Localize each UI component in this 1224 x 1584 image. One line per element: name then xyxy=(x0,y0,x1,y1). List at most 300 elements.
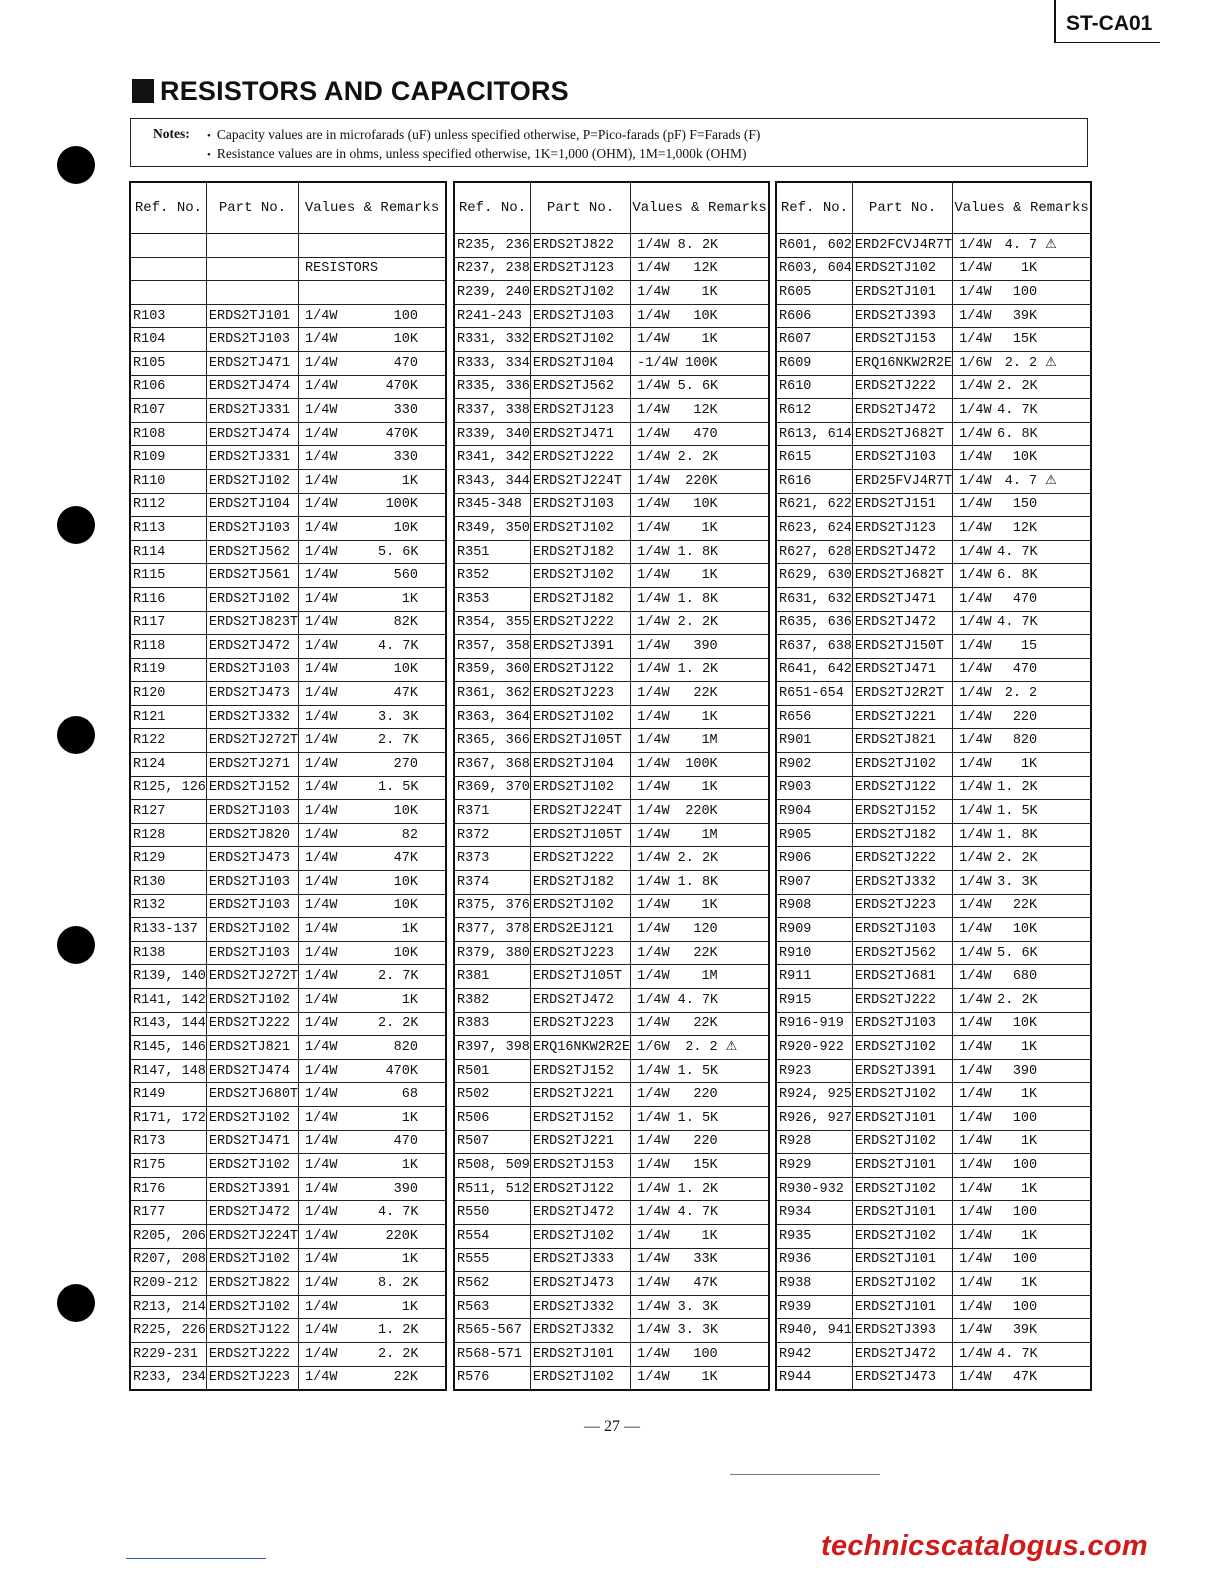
table-row xyxy=(130,918,446,942)
table-row xyxy=(130,540,446,564)
value-cell xyxy=(997,1295,1091,1319)
wattage-cell: 1/4W xyxy=(299,1366,378,1390)
ref-no-cell: R124 xyxy=(130,753,206,777)
value-cell xyxy=(678,871,769,895)
value-cell xyxy=(678,1083,769,1107)
part-no-cell: ERDS2TJ103 xyxy=(206,800,298,824)
value-text: 1K xyxy=(1020,756,1038,772)
table-row xyxy=(454,1012,769,1036)
value-cell xyxy=(678,493,769,517)
wattage-cell: 1/4W xyxy=(631,304,678,328)
wattage-cell: 1/4W xyxy=(953,823,998,847)
wattage-cell: 1/4W xyxy=(631,1342,678,1366)
part-no-cell: ERDS2TJ101 xyxy=(852,1201,952,1225)
part-no-cell: ERDS2TJ123 xyxy=(530,399,630,423)
table-row xyxy=(454,1295,769,1319)
wattage-cell: 1/4W xyxy=(631,1272,678,1296)
ref-no-cell: R127 xyxy=(130,800,206,824)
ref-no-cell: R631, 632 xyxy=(776,587,852,611)
part-no-cell: ERDS2TJ682T xyxy=(852,564,952,588)
part-no-cell: ERDS2TJ102 xyxy=(852,1130,952,1154)
wattage-cell: 1/4W xyxy=(953,540,998,564)
ref-no-cell: R361, 362 xyxy=(454,682,530,706)
value-text: 1K xyxy=(401,1157,418,1173)
value-cell xyxy=(678,234,769,258)
value-cell xyxy=(378,328,446,352)
table-row xyxy=(130,328,446,352)
value-text: 100K xyxy=(685,756,718,772)
value-text: 5. 6K xyxy=(377,544,419,560)
value-cell xyxy=(997,871,1091,895)
value-cell xyxy=(378,517,446,541)
table-row xyxy=(776,965,1091,989)
wattage-cell: 1/4W xyxy=(953,1366,998,1390)
value-text: 1K xyxy=(401,591,418,607)
wattage-cell: 1/4W xyxy=(299,469,378,493)
value-cell xyxy=(378,1295,446,1319)
value-cell xyxy=(678,1059,769,1083)
table-row xyxy=(776,611,1091,635)
part-no-cell: ERDS2TJ332 xyxy=(530,1319,630,1343)
table-row xyxy=(130,1201,446,1225)
part-no-cell: ERDS2TJ103 xyxy=(852,1012,952,1036)
wattage-cell: 1/4W xyxy=(299,823,378,847)
notes-label: Notes: xyxy=(153,126,190,141)
value-text: 10K xyxy=(393,898,418,914)
ref-no-cell: R506 xyxy=(454,1106,530,1130)
part-no-cell: ERDS2TJ105T xyxy=(530,823,630,847)
ref-no-cell: R615 xyxy=(776,446,852,470)
table-row xyxy=(776,1366,1091,1390)
value-cell xyxy=(997,989,1091,1013)
value-cell xyxy=(997,399,1091,423)
ref-no-cell: R333, 334 xyxy=(454,351,530,375)
value-text: 2. 7K xyxy=(377,733,419,749)
ref-no-cell: R616 xyxy=(776,469,852,493)
value-cell xyxy=(678,1201,769,1225)
part-no-cell: ERDS2TJ562 xyxy=(206,540,298,564)
value-text: 1. 5K xyxy=(997,804,1038,820)
part-no-cell: ERDS2TJ101 xyxy=(852,281,952,305)
wattage-cell: 1/4W xyxy=(953,469,998,493)
ref-no-cell: R213, 214 xyxy=(130,1295,206,1319)
table-row xyxy=(776,894,1091,918)
value-cell xyxy=(378,1106,446,1130)
value-text: 6. 8K xyxy=(997,568,1038,584)
ref-no-cell: R209-212 xyxy=(130,1272,206,1296)
value-text: 1K xyxy=(701,780,718,796)
part-no-cell: ERDS2TJ224T xyxy=(530,469,630,493)
wattage-cell: 1/4W xyxy=(953,1177,998,1201)
value-cell xyxy=(678,257,769,281)
value-text: 1K xyxy=(701,709,718,725)
table-row xyxy=(454,1036,769,1060)
wattage-cell: 1/4W xyxy=(953,1012,998,1036)
value-text: 4. 7 xyxy=(1004,474,1038,490)
wattage-cell: 1/4W xyxy=(953,446,998,470)
value-text: 220 xyxy=(1012,709,1038,725)
part-no-cell: ERDS2TJ222 xyxy=(530,847,630,871)
table-row xyxy=(776,729,1091,753)
value-cell xyxy=(678,399,769,423)
table-row xyxy=(776,823,1091,847)
table-row xyxy=(776,1319,1091,1343)
wattage-cell: 1/4W xyxy=(631,635,678,659)
table-row xyxy=(454,1248,769,1272)
value-text: 1K xyxy=(701,520,718,536)
value-text: 100 xyxy=(1012,1110,1038,1126)
part-no-cell: ERDS2TJ182 xyxy=(852,823,952,847)
table-row xyxy=(130,635,446,659)
table-row xyxy=(776,446,1091,470)
wattage-cell: 1/4W xyxy=(299,1177,378,1201)
value-text: 4. 7K xyxy=(377,638,419,654)
value-text: 2. 2K xyxy=(377,1016,419,1032)
wattage-cell: 1/4W xyxy=(953,729,998,753)
part-no-cell: ERDS2TJ105T xyxy=(530,965,630,989)
ref-no-cell: R651-654 xyxy=(776,682,852,706)
wattage-cell: 1/4W xyxy=(631,658,678,682)
value-cell xyxy=(678,304,769,328)
ref-no-cell: R613, 614 xyxy=(776,422,852,446)
table-row xyxy=(776,871,1091,895)
value-text: 1K xyxy=(401,992,418,1008)
value-text: 1K xyxy=(701,332,718,348)
wattage-cell: 1/4W xyxy=(953,1319,998,1343)
part-no-cell: ERDS2TJ102 xyxy=(206,1248,298,1272)
wattage-cell: 1/4W xyxy=(631,422,678,446)
wattage-cell: 1/4W xyxy=(631,399,678,423)
safety-warning-icon: ⚠ xyxy=(1045,355,1057,371)
value-cell xyxy=(997,1201,1091,1225)
wattage-cell: 1/4W xyxy=(631,989,678,1013)
ref-no-cell: R225, 226 xyxy=(130,1319,206,1343)
part-no-cell: ERDS2TJ222 xyxy=(206,1012,298,1036)
value-text: 2. 2K xyxy=(997,851,1038,867)
wattage-cell: 1/4W xyxy=(631,1059,678,1083)
wattage-cell: 1/4W xyxy=(953,281,998,305)
value-text: 100K xyxy=(685,355,718,371)
value-cell xyxy=(678,1366,769,1390)
wattage-cell: 1/4W xyxy=(631,1154,678,1178)
part-no-cell: ERDS2TJ223 xyxy=(852,894,952,918)
ref-no-cell: R235, 236 xyxy=(454,234,530,258)
table-row xyxy=(130,1012,446,1036)
value-cell xyxy=(678,446,769,470)
value-cell xyxy=(997,281,1091,305)
wattage-cell: 1/4W xyxy=(631,1295,678,1319)
ref-no-cell: R374 xyxy=(454,871,530,895)
value-text: 470 xyxy=(393,355,418,371)
part-no-cell: ERDS2TJ104 xyxy=(206,493,298,517)
ref-no-cell: R930-932 xyxy=(776,1177,852,1201)
ref-no-cell: R565-567 xyxy=(454,1319,530,1343)
value-text: 1K xyxy=(1020,1275,1038,1291)
watermark: technicscatalogus.com xyxy=(820,1530,1148,1562)
value-cell xyxy=(997,1248,1091,1272)
value-cell xyxy=(678,1248,769,1272)
value-cell xyxy=(678,351,769,375)
part-no-cell: ERDS2EJ121 xyxy=(530,918,630,942)
table-row xyxy=(130,1366,446,1390)
part-no-cell: ERDS2TJ103 xyxy=(852,446,952,470)
value-text: 2. 2K xyxy=(677,450,719,466)
table-row xyxy=(454,1130,769,1154)
wattage-cell: 1/4W xyxy=(953,328,998,352)
part-no-cell: ERDS2TJ473 xyxy=(206,682,298,706)
value-cell xyxy=(997,234,1091,258)
value-text: 47K xyxy=(693,1275,718,1291)
table-row xyxy=(454,918,769,942)
value-cell xyxy=(678,705,769,729)
part-no-cell: ERDS2TJ391 xyxy=(530,635,630,659)
wattage-cell: 1/4W xyxy=(299,800,378,824)
ref-no-cell: R351 xyxy=(454,540,530,564)
value-text: 3. 3K xyxy=(997,874,1038,890)
wattage-cell: 1/4W xyxy=(299,776,378,800)
value-cell xyxy=(378,894,446,918)
part-no-cell: ERDS2TJ224T xyxy=(206,1224,298,1248)
wattage-cell: 1/4W xyxy=(953,753,998,777)
ref-no-cell: R382 xyxy=(454,989,530,1013)
part-no-cell: ERDS2TJ271 xyxy=(206,753,298,777)
part-no-cell: ERDS2TJ103 xyxy=(206,871,298,895)
table-row xyxy=(776,1201,1091,1225)
table-row xyxy=(454,399,769,423)
wattage-cell: 1/4W xyxy=(631,965,678,989)
table-row xyxy=(776,1012,1091,1036)
wattage-cell: 1/4W xyxy=(299,304,378,328)
table-row xyxy=(454,257,769,281)
part-no-cell: ERDS2TJ102 xyxy=(530,1366,630,1390)
part-no-cell: ERDS2TJ152 xyxy=(530,1059,630,1083)
divider xyxy=(730,1474,880,1475)
table-row xyxy=(130,611,446,635)
part-no-cell: ERDS2TJ472 xyxy=(206,635,298,659)
value-cell xyxy=(678,281,769,305)
value-text: 1K xyxy=(1020,1087,1038,1103)
binder-hole-icon xyxy=(57,716,95,754)
table-row xyxy=(130,682,446,706)
value-text: 22K xyxy=(693,945,718,961)
wattage-cell: 1/4W xyxy=(299,1319,378,1343)
part-no-cell: ERDS2TJ472 xyxy=(852,540,952,564)
value-text: 330 xyxy=(393,402,418,418)
value-text: 220K xyxy=(685,473,718,489)
wattage-cell: 1/4W xyxy=(953,1036,998,1060)
wattage-cell: 1/4W xyxy=(631,1106,678,1130)
value-cell xyxy=(997,1366,1091,1390)
part-no-cell: ERDS2TJ223 xyxy=(206,1366,298,1390)
wattage-cell: 1/4W xyxy=(631,234,678,258)
model-label: ST-CA01 xyxy=(1066,12,1153,35)
table-row xyxy=(130,894,446,918)
part-no-cell: ERDS2TJ821 xyxy=(852,729,952,753)
ref-no-cell: R133-137 xyxy=(130,918,206,942)
value-text: 10K xyxy=(1012,1016,1038,1032)
table-row xyxy=(130,871,446,895)
value-text: 10K xyxy=(393,332,418,348)
value-cell xyxy=(678,729,769,753)
ref-no-cell: R371 xyxy=(454,800,530,824)
table-row xyxy=(776,328,1091,352)
table-row xyxy=(776,705,1091,729)
ref-no-cell: R902 xyxy=(776,753,852,777)
table-row xyxy=(776,1224,1091,1248)
value-cell xyxy=(378,1342,446,1366)
value-text: 270 xyxy=(393,756,418,772)
wattage-cell: 1/4W xyxy=(299,1059,378,1083)
value-text: 470K xyxy=(385,426,418,442)
table-row xyxy=(454,375,769,399)
wattage-cell: 1/4W xyxy=(953,989,998,1013)
ref-no-cell: R936 xyxy=(776,1248,852,1272)
value-text: 1M xyxy=(701,733,718,749)
ref-no-cell: R129 xyxy=(130,847,206,871)
value-text: 2. 2 xyxy=(1004,686,1038,702)
ref-no-cell: R122 xyxy=(130,729,206,753)
part-no-cell: ERD2FCVJ4R7T xyxy=(852,234,952,258)
ref-no-cell: R343, 344 xyxy=(454,469,530,493)
ref-no-cell: R171, 172 xyxy=(130,1106,206,1130)
wattage-cell: 1/4W xyxy=(299,540,378,564)
table-row xyxy=(454,989,769,1013)
wattage-cell: 1/4W xyxy=(299,705,378,729)
part-no-cell: ERDS2TJ222 xyxy=(852,375,952,399)
wattage-cell: 1/4W xyxy=(953,1201,998,1225)
value-cell xyxy=(678,658,769,682)
ref-no-cell: R908 xyxy=(776,894,852,918)
table-row xyxy=(776,1272,1091,1296)
ref-no-cell: R397, 398 xyxy=(454,1036,530,1060)
table-row xyxy=(776,351,1091,375)
ref-no-cell: R119 xyxy=(130,658,206,682)
value-text: 390 xyxy=(393,1181,418,1197)
table-row xyxy=(130,1342,446,1366)
wattage-cell: RESISTORS xyxy=(299,257,378,281)
ref-no-cell: R112 xyxy=(130,493,206,517)
value-cell xyxy=(678,422,769,446)
part-no-cell: ERDS2TJ102 xyxy=(206,1154,298,1178)
table-row xyxy=(130,965,446,989)
part-no-cell: ERDS2TJ272T xyxy=(206,729,298,753)
value-text: 1K xyxy=(1020,1039,1038,1055)
part-no-cell: ERDS2TJ474 xyxy=(206,375,298,399)
value-text: 15 xyxy=(1020,638,1038,654)
part-no-cell: ERDS2TJ102 xyxy=(206,469,298,493)
wattage-cell: 1/4W xyxy=(953,847,998,871)
value-cell xyxy=(997,894,1091,918)
ref-no-cell: R379, 380 xyxy=(454,941,530,965)
value-cell xyxy=(997,1319,1091,1343)
value-text: 47K xyxy=(393,686,418,702)
value-text: 330 xyxy=(393,450,418,466)
value-text: 1K xyxy=(701,898,718,914)
value-text: 1. 8K xyxy=(677,544,719,560)
wattage-cell: 1/4W xyxy=(631,705,678,729)
wattage-cell: 1/4W xyxy=(953,375,998,399)
value-cell xyxy=(997,1106,1091,1130)
value-cell xyxy=(378,540,446,564)
value-cell xyxy=(378,1366,446,1390)
value-cell xyxy=(678,1224,769,1248)
ref-no-cell: R502 xyxy=(454,1083,530,1107)
value-text: 4. 7K xyxy=(997,402,1038,418)
table-row xyxy=(130,1059,446,1083)
value-text: 4. 7K xyxy=(997,1346,1038,1362)
value-text: 1. 8K xyxy=(677,591,719,607)
part-no-cell: ERDS2TJ472 xyxy=(530,989,630,1013)
header-values-remarks: Values & Remarks xyxy=(953,182,1091,234)
wattage-cell: 1/4W xyxy=(299,375,378,399)
ref-no-cell: R606 xyxy=(776,304,852,328)
part-no-cell: ERDS2TJ101 xyxy=(206,304,298,328)
ref-no-cell: R331, 332 xyxy=(454,328,530,352)
value-cell xyxy=(678,1106,769,1130)
part-no-cell: ERDS2TJ820 xyxy=(206,823,298,847)
value-cell xyxy=(378,823,446,847)
value-cell xyxy=(997,635,1091,659)
table-row xyxy=(454,564,769,588)
part-no-cell: ERDS2TJ102 xyxy=(206,587,298,611)
value-cell xyxy=(678,1154,769,1178)
value-cell xyxy=(678,540,769,564)
ref-no-cell: R173 xyxy=(130,1130,206,1154)
table-row xyxy=(454,1201,769,1225)
wattage-cell: 1/4W xyxy=(299,587,378,611)
value-cell xyxy=(678,918,769,942)
ref-no-cell: R233, 234 xyxy=(130,1366,206,1390)
wattage-cell: 1/4W xyxy=(299,1106,378,1130)
part-no-cell: ERDS2TJ101 xyxy=(852,1248,952,1272)
table-row xyxy=(454,304,769,328)
value-cell xyxy=(378,1224,446,1248)
ref-no-cell: R205, 206 xyxy=(130,1224,206,1248)
table-row xyxy=(454,1106,769,1130)
ref-no-cell: R365, 366 xyxy=(454,729,530,753)
header-ref-no: Ref. No. xyxy=(776,182,852,234)
value-cell xyxy=(378,422,446,446)
ref-no-cell: R944 xyxy=(776,1366,852,1390)
value-text: 15K xyxy=(693,1157,718,1173)
table-row xyxy=(130,658,446,682)
part-no-cell: ERDS2TJ102 xyxy=(530,705,630,729)
value-cell xyxy=(378,351,446,375)
part-no-cell: ERDS2TJ101 xyxy=(852,1295,952,1319)
value-cell xyxy=(997,375,1091,399)
value-cell xyxy=(378,918,446,942)
value-text: 47K xyxy=(393,851,418,867)
ref-no-cell: R508, 509 xyxy=(454,1154,530,1178)
notes-box xyxy=(130,118,1088,167)
note-item: • Capacity values are in microfarads (uF) unless specified otherwise, P=Pico-farads (pF) F=Farads (F) xyxy=(207,126,760,145)
part-no-cell: ERDS2TJ473 xyxy=(530,1272,630,1296)
value-text: 100 xyxy=(1012,1299,1038,1315)
value-text: 22K xyxy=(393,1370,418,1386)
table-row xyxy=(454,1272,769,1296)
value-text: 2. 2 xyxy=(685,1040,718,1056)
wattage-cell: 1/4W xyxy=(631,729,678,753)
wattage-cell: 1/4W xyxy=(953,422,998,446)
part-no-cell: ERDS2TJ682T xyxy=(852,422,952,446)
ref-no-cell: R335, 336 xyxy=(454,375,530,399)
table-row xyxy=(130,1177,446,1201)
table-row xyxy=(454,587,769,611)
value-text: 4. 7K xyxy=(677,1205,719,1221)
wattage-cell: 1/6W xyxy=(953,351,998,375)
ref-no-cell: R916-919 xyxy=(776,1012,852,1036)
value-text: 820 xyxy=(393,1039,418,1055)
